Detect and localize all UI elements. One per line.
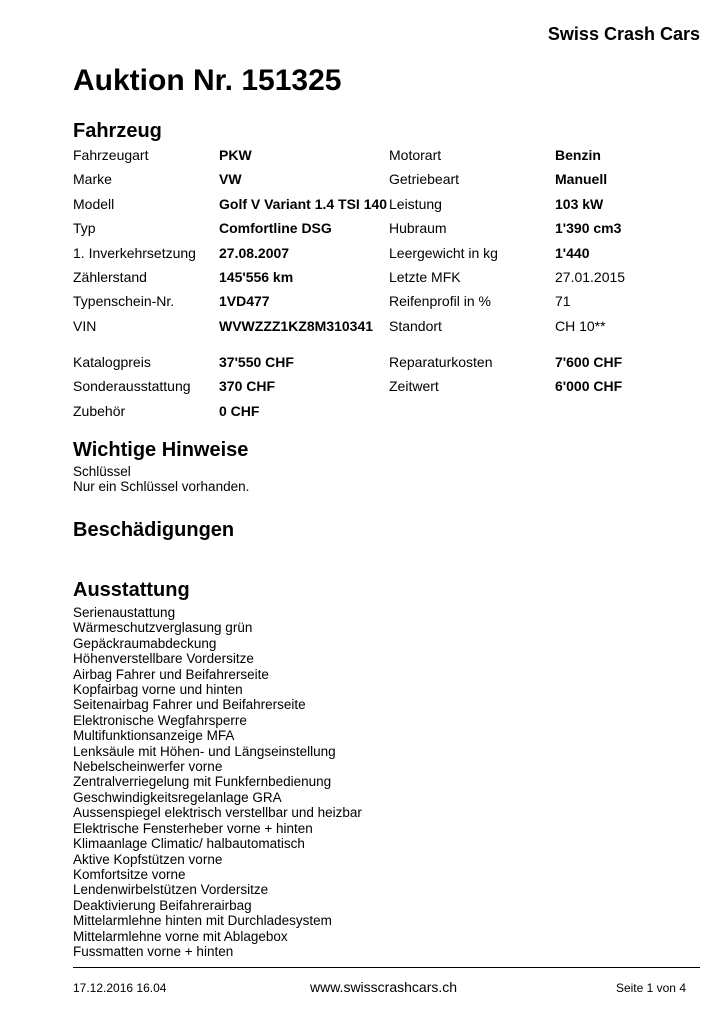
table-row [73, 293, 713, 317]
field-label: Zeitwert [389, 378, 439, 395]
table-row [73, 147, 713, 171]
field-label: Katalogpreis [73, 354, 151, 370]
field-value: 27.08.2007 [219, 244, 290, 261]
field-label: 1. Inverkehrsetzung [73, 244, 196, 261]
list-item: Serienaustattung [73, 605, 176, 620]
list-item: Geschwindigkeitsregelanlage GRA [73, 789, 282, 805]
field-value: 1'390 cm3 [555, 220, 622, 237]
footer-page-number: Seite 1 von 4 [615, 981, 686, 995]
field-label: VIN [73, 317, 97, 334]
field-label: Zählerstand [73, 269, 147, 285]
field-label: Leergewicht in kg [389, 244, 498, 261]
field-label: Modell [73, 195, 115, 212]
list-item: Fussmatten vorne + hinten [73, 943, 234, 959]
footer-divider [73, 967, 700, 968]
list-item: Lendenwirbelstützen Vordersitze [73, 882, 269, 898]
list-item: Airbag Fahrer und Beifahrerseite [73, 666, 269, 682]
list-item: Schlüssel [73, 464, 131, 479]
field-label: Hubraum [389, 220, 447, 237]
footer-date: 17.12.2016 16.04 [73, 981, 167, 995]
damages-heading: Beschädigungen [73, 519, 235, 541]
field-label: Marke [73, 171, 112, 188]
notes-list [73, 464, 249, 495]
field-value: 370 CHF [219, 378, 276, 395]
list-item: Deaktivierung Beifahrerairbag [73, 897, 252, 913]
list-item: Komfortsitze vorne [73, 866, 186, 882]
list-item: Höhenverstellbare Vordersitze [73, 651, 254, 667]
field-value: 27.01.2015 [555, 269, 626, 285]
field-value: Manuell [555, 171, 608, 188]
field-label: Reifenprofil in % [389, 293, 491, 310]
table-row [73, 269, 713, 293]
table-row [73, 245, 713, 269]
notes-heading: Wichtige Hinweise [73, 439, 249, 461]
equipment-list [73, 605, 362, 959]
field-label: Getriebeart [389, 171, 460, 188]
list-item: Lenksäule mit Höhen- und Längseinstellung [73, 743, 336, 759]
field-value: CH 10** [555, 317, 606, 334]
list-item: Elektronische Wegfahrsperre [73, 712, 247, 728]
table-row [73, 378, 713, 402]
field-label: Typ [73, 220, 96, 237]
field-label: Letzte MFK [389, 269, 461, 285]
list-item: Multifunktionsanzeige MFA [73, 728, 235, 744]
brand-name: Swiss Crash Cars [547, 24, 700, 44]
field-value: Comfortline DSG [219, 220, 332, 237]
field-value: 1VD477 [219, 293, 270, 310]
field-value: PKW [219, 147, 252, 163]
table-row [73, 403, 713, 427]
field-value: 1'440 [555, 244, 590, 261]
list-item: Wärmeschutzverglasung grün [73, 620, 253, 636]
field-label: Fahrzeugart [73, 147, 149, 163]
list-item: Zentralverriegelung mit Funkfernbedienung [73, 774, 332, 790]
footer-website-link[interactable]: www.swisscrashcars.ch [310, 979, 458, 995]
field-value: 71 [555, 293, 571, 310]
list-item: Mittelarmlehne hinten mit Durchladesystem [73, 913, 332, 929]
list-item: Nur ein Schlüssel vorhanden. [73, 479, 250, 495]
page-title: Auktion Nr. 151325 [73, 64, 342, 97]
field-value: Golf V Variant 1.4 TSI 140 [219, 195, 388, 212]
field-value: Benzin [555, 147, 601, 163]
table-row [73, 171, 713, 195]
list-item: Aussenspiegel elektrisch verstellbar und heizbar [73, 805, 362, 821]
field-label: Reparaturkosten [389, 354, 493, 370]
field-label: Typenschein-Nr. [73, 293, 175, 310]
field-value: 37'550 CHF [219, 354, 294, 370]
list-item: Kopfairbag vorne und hinten [73, 682, 243, 698]
table-row [73, 354, 713, 378]
equipment-heading: Ausstattung [73, 579, 190, 601]
field-value: 103 kW [555, 195, 604, 212]
list-item: Klimaanlage Climatic/ halbautomatisch [73, 836, 305, 852]
field-label: Motorart [389, 147, 442, 163]
field-label: Leistung [389, 195, 442, 212]
table-row [73, 196, 713, 220]
field-label: Sonderausstattung [73, 378, 191, 395]
list-item: Mittelarmlehne vorne mit Ablagebox [73, 928, 288, 944]
field-value: 0 CHF [219, 402, 260, 419]
vehicle-heading: Fahrzeug [73, 120, 162, 142]
field-value: VW [219, 171, 242, 188]
field-label: Standort [389, 317, 442, 334]
field-value: 145'556 km [219, 269, 294, 285]
field-value: 7'600 CHF [555, 354, 623, 370]
field-value: WVWZZZ1KZ8M310341 [219, 317, 374, 334]
field-value: 6'000 CHF [555, 378, 623, 395]
list-item: Aktive Kopfstützen vorne [73, 851, 223, 867]
list-item: Seitenairbag Fahrer und Beifahrerseite [73, 697, 306, 713]
field-label: Zubehör [73, 402, 126, 419]
list-item: Elektrische Fensterheber vorne + hinten [73, 820, 313, 836]
list-item: Gepäckraumabdeckung [73, 635, 217, 651]
table-row [73, 318, 713, 342]
table-row [73, 220, 713, 244]
list-item: Nebelscheinwerfer vorne [73, 759, 223, 775]
